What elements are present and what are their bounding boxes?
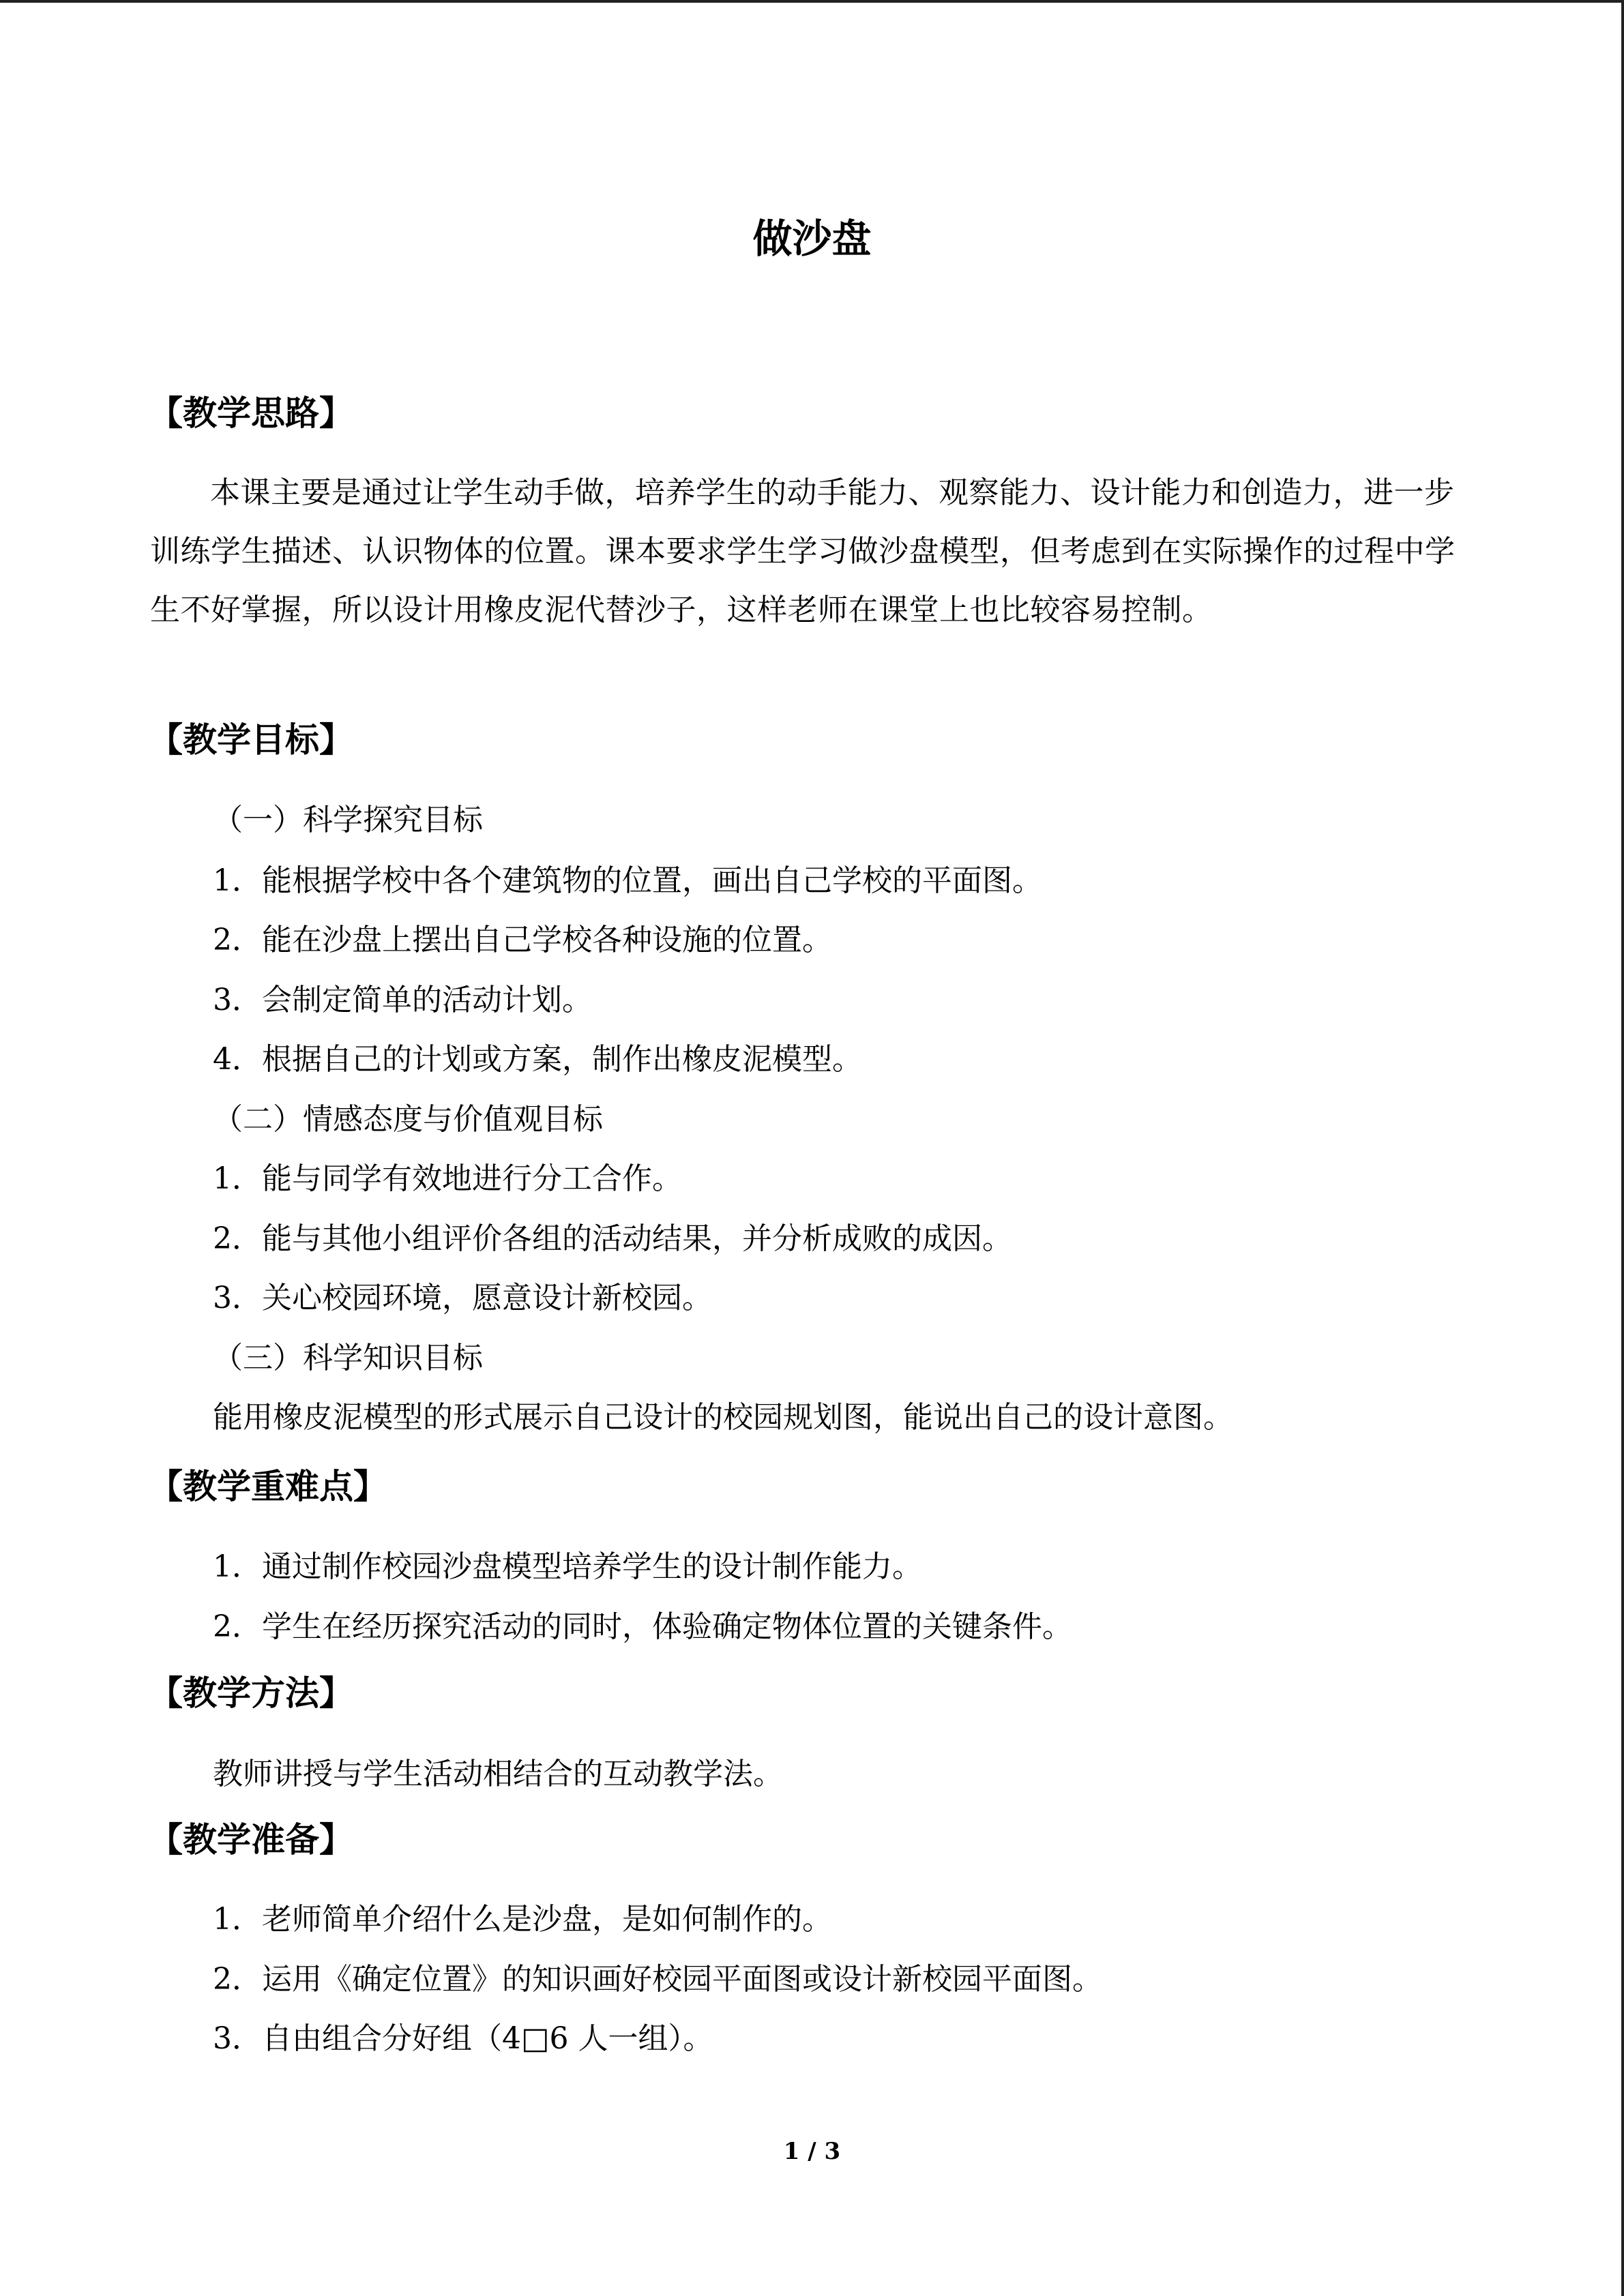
page-right-border xyxy=(1621,0,1624,2296)
goals-item: 1．能与同学有效地进行分工合作。 xyxy=(213,1161,682,1196)
goals-item: 能用橡皮泥模型的形式展示自己设计的校园规划图，能说出自己的设计意图。 xyxy=(213,1400,1233,1435)
goals-subheading-2: （二）情感态度与价值观目标 xyxy=(213,1102,603,1137)
preparation-item: 2．运用《确定位置》的知识画好校园平面图或设计新校园平面图。 xyxy=(213,1962,1102,1997)
document-title: 做沙盘 xyxy=(752,215,872,262)
goals-item: 3．关心校园环境，愿意设计新校园。 xyxy=(213,1281,712,1315)
goals-item: 2．能与其他小组评价各组的活动结果，并分析成败的成因。 xyxy=(213,1221,1012,1256)
goals-item: 4．根据自己的计划或方案，制作出橡皮泥模型。 xyxy=(213,1042,862,1077)
page-top-border xyxy=(0,0,1624,3)
preparation-item: 3．自由组合分好组（4□6 人一组）。 xyxy=(213,2021,713,2056)
goals-subheading-1: （一）科学探究目标 xyxy=(213,803,483,837)
goals-item: 3．会制定简单的活动计划。 xyxy=(213,983,592,1017)
goals-subheading-3: （三）科学知识目标 xyxy=(213,1341,483,1375)
key-points-item: 2．学生在经历探究活动的同时，体验确定物体位置的关键条件。 xyxy=(213,1609,1072,1644)
heading-teaching-goals: 【教学目标】 xyxy=(149,719,353,760)
paragraph-teaching-thinking: 本课主要是通过让学生动手做，培养学生的动手能力、观察能力、设计能力和创造力，进一步训练学生描述、认识物体的位置。课本要求学生学习做沙盘模型，但考虑到在实际操作的过程中学生不好掌握，所以设计用橡皮泥代替沙子，这样老师在课堂上也比较容易控制。 xyxy=(150,475,1456,627)
page-indicator: 1 / 3 xyxy=(783,2138,841,2165)
heading-methods: 【教学方法】 xyxy=(149,1673,353,1713)
heading-teaching-thinking: 【教学思路】 xyxy=(149,393,353,433)
heading-key-points: 【教学重难点】 xyxy=(149,1466,387,1506)
methods-item: 教师讲授与学生活动相结合的互动教学法。 xyxy=(213,1757,783,1791)
preparation-item: 1．老师简单介绍什么是沙盘，是如何制作的。 xyxy=(213,1902,832,1937)
goals-item: 1．能根据学校中各个建筑物的位置，画出自己学校的平面图。 xyxy=(213,863,1042,898)
goals-item: 2．能在沙盘上摆出自己学校各种设施的位置。 xyxy=(213,923,832,957)
heading-preparation: 【教学准备】 xyxy=(149,1819,353,1860)
key-points-item: 1．通过制作校园沙盘模型培养学生的设计制作能力。 xyxy=(213,1549,922,1584)
